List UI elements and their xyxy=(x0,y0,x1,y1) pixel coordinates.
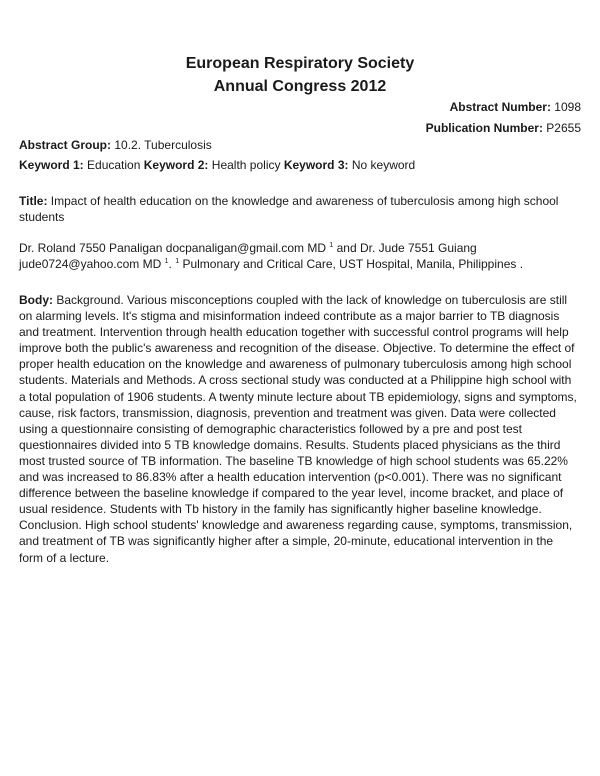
title-text: Impact of health education on the knowledge and awareness of tuberculosis among high school students xyxy=(19,194,559,224)
author-1-affiliation-mark: 1 xyxy=(329,242,334,249)
publication-number-value: P2655 xyxy=(546,121,581,135)
body-text: Background. Various misconceptions coupled with the lack of knowledge on tuberculosis are still on alarming levels. It's stigma and misinformation indeed contribute as a major barrier to TB diagnosis and treatment. Intervention through health education together with successful control programs will help improve both the public's awareness and recognition of the disease. Objective. To determine the effect of proper health education on the knowledge and awareness of pulmonary tuberculosis among high school students. Materials and Methods. A cross sectional study was conducted at a Philippine high school with a total population of 1906 students. A twenty minute lecture about TB epidemiology, signs and symptoms, cause, risk factors, transmission, diagnosis, prevention and treatment was given. Data were collected using a questionnaire consisting of demographic characteristics followed by a pre and post test questionnaires divided into 5 TB knowledge domains. Results. Students placed physicians as the third most trusted source of TB information. The baseline TB knowledge of high school students was 65.22% and was increased to 86.83% after a health education intervention (p<0.001). There was no significant difference between the baseline knowledge if compared to the year level, income bracket, and place of usual residence. Students with Tb history in the family has significantly higher baseline knowledge. Conclusion. High school students' knowledge and awareness regarding cause, symptoms, transmission, and treatment of TB was significantly higher after a simple, 20-minute, educational intervention in the form of a lecture. xyxy=(19,293,577,565)
author-2-affiliation-mark: 1 xyxy=(164,258,169,265)
affiliation: Pulmonary and Critical Care, UST Hospital, Manila, Philippines . xyxy=(182,257,524,271)
author-2: and Dr. Jude 7551 Guiang jude0724@yahoo.com MD xyxy=(19,241,477,271)
abstract-group-value: 10.2. Tuberculosis xyxy=(114,138,212,152)
keyword3-label: Keyword 3: xyxy=(283,158,349,172)
keyword1-label: Keyword 1: xyxy=(19,158,84,172)
keyword2-value: Health policy xyxy=(211,158,281,172)
keyword3-value: No keyword xyxy=(351,158,416,172)
keyword1-value: Education xyxy=(87,158,141,172)
keyword2-label: Keyword 2: xyxy=(143,158,209,172)
publication-number xyxy=(426,121,581,136)
publication-number-label: Publication Number: xyxy=(425,121,543,135)
keywords-line xyxy=(19,158,415,173)
abstract-number-value: 1098 xyxy=(554,100,581,114)
abstract-title xyxy=(19,193,579,225)
affiliation-mark: 1 xyxy=(175,258,180,265)
abstract-number-label: Abstract Number: xyxy=(449,100,551,114)
abstract-number xyxy=(450,100,581,115)
congress-subtitle: Annual Congress 2012 xyxy=(213,78,387,95)
authors xyxy=(19,240,579,272)
abstract-body xyxy=(19,292,579,566)
authors-separator: . xyxy=(168,257,172,271)
body-label: Body: xyxy=(19,293,53,307)
abstract-group-label: Abstract Group: xyxy=(19,138,112,152)
title-label: Title: xyxy=(19,194,48,208)
congress-title: European Respiratory Society xyxy=(185,55,415,72)
author-1: Dr. Roland 7550 Panaligan docpanaligan@gmail.com MD xyxy=(19,241,327,255)
abstract-group xyxy=(19,138,212,153)
